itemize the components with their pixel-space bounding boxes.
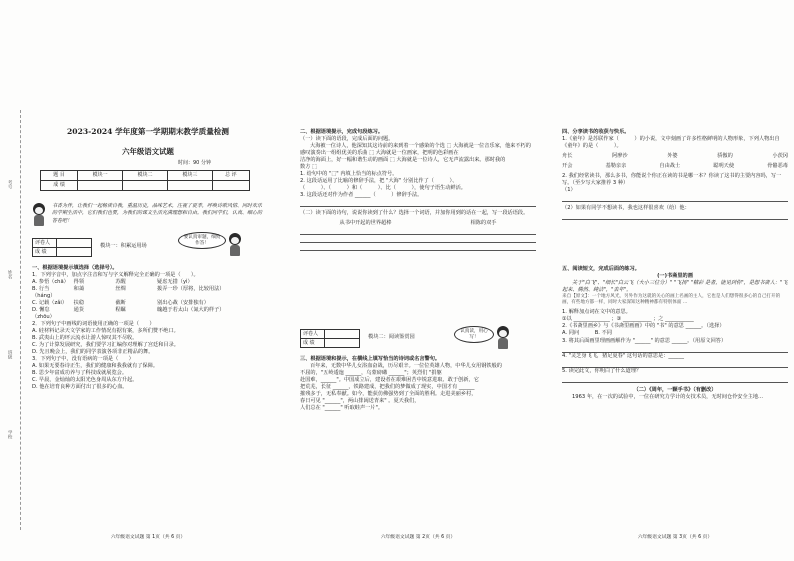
binding-label-school: 学校 [7,430,13,439]
question-line[interactable]: 3. 将其后面画里理画画解作为 "______" 的意思 ______。（用原文回答） [562,337,727,344]
answer-line[interactable] [562,194,788,202]
name-options [562,163,788,170]
option: 程瞩 [115,307,126,314]
fill-line[interactable]: 不屈的，"五岭逶迤 ______，乌蒙磅礴 ______"；英烈们 "捐躯 [300,370,442,377]
exam-page-2 [276,0,538,561]
question-stem: 1．下列字音中，加点字注音和写与字义解释完全正确的一项是（ ）。 [32,272,199,279]
score-cell[interactable] [212,181,249,191]
name-option[interactable]: 外婆 [667,153,678,160]
question-line[interactable]: 2.《书斋里画乡》与《书斋里画画》中的 "书" 的意思 ______。（选择） [562,323,725,330]
exam-page-3 [548,0,794,561]
option: B. 行当（háng） [32,286,56,300]
option-row[interactable] [32,307,264,321]
fill-line[interactable]: 赴国难，______"。中国成立后，建设者在艰难困苦中锐意进取、敢于创新，它 [300,377,479,384]
question-stem: 3．下列句子中，没有语病的一项是（ ） [32,356,134,363]
passage-text: 洁净的海面上，好一幅和谐生动的画面 ⬚ 大海就是一位诗人，它无声流露出来。那时我的 [300,157,506,164]
speech-bubble: 认真读，用心写！ [454,326,494,343]
section-title: 四、分享读书的收获与快乐。 [562,129,630,135]
passage-text: 数方 ⬚ [300,164,317,171]
option: 拨弄一珍（厚将，比较用法） [157,286,225,293]
binding-label-class: 班级 [7,350,13,359]
question-line[interactable]: ①以 ______________ ；③ ___________ ；之 ___________ [562,316,694,323]
answer-line[interactable] [300,235,536,243]
section-3 [300,356,536,412]
fill-line[interactable]: 人们总在 "______" 听取蛙声一片"。 [300,405,384,412]
scorer-label: 成 绩 [301,339,325,348]
part-title: （二）读下面的诗句，说说你读到了什么？选择一个词语，并加你用到的话在一起，写一段话语段。 [300,210,529,217]
passage-text: 来自【原文】：一个地方风光，另外作为这就的关心的画上名画的主人，它也是人们想得很多心的自己打开的画，有些地方都一样，同时大家深知这种精神都有特别体面 ... [562,294,781,306]
mascot-icon [30,203,48,227]
option-row[interactable] [32,300,264,307]
question-line: 3. 这段话还对作为作者 ______（ ）修辞手法。 [300,192,423,199]
section-title: 五、阅读短文，完成后面的练习。 [562,266,640,272]
passage-title: (一)书斋里的画 [657,273,693,280]
question-stem: 2. 我们经常读书，那么多书，你能说个你正在读的书是哪一本？你读了这书的主要内容吗，写一写。（至少写大家推荐 3 种） [562,173,782,187]
sub-question: （2）如果有同学不想读书，我也这样很喜欢（给）他： [562,205,690,212]
name-option[interactable]: 基勒亲亲 [605,163,627,170]
fill-line[interactable]: 摧残多于，无私奉献。如今，能获仿佛强势到了全面的胜利。走进美丽乡村， [300,391,477,398]
exam-page-1 [0,0,270,561]
option: 截断 [115,300,126,307]
option-row[interactable] [32,286,264,300]
option[interactable]: D. 他在培育良种方面付出了很多的心血。 [32,384,128,391]
fill-line[interactable]: 把荒芜，长征 ______，铁路建成，把我们的梦做成了现实，中国才有 ______ [300,384,475,391]
score-row-label: 成 绩 [41,181,78,191]
answer-line[interactable] [562,375,788,383]
passage-text: 大海被一位诗人，他深知其这诗前的来到着一个感染的个选 ⬚ 大海就是一位音乐家，他来不朽的感叹演奏出一组组优美的乐曲 ⬚ 大海就是一位画家，把明的色彩画在 [300,143,531,157]
score-header: 总 评 [212,171,249,181]
section-2 [300,129,536,251]
binding-strip [4,110,21,530]
name-options [562,153,788,160]
name-option[interactable]: 骄傲的 [717,153,733,160]
scorer-label: 评卷人 [33,239,57,248]
intro-text: 书香为伴，让我们一起畅读自我，重温历史，品味艺术，注视了夏季，呼唤诗歌风情、同时欢乐的学期生活中，它们我们也要，为我们的课文生活充满理想和自由。我们同学们，认真、细心的答卷吧！ [52,203,263,224]
fill-line[interactable]: 百年来，无数中华儿女浴血奋战，历尽艰辛。一位位英雄人物，中华儿女用钢铁般的 [310,363,502,370]
binding-label-exam-no: 考号 [7,180,13,189]
fill-line[interactable]: 春日可见 "______"，两山排闼送青来" 。夏天我们， [300,398,420,405]
speech-bubble: 要认真审题，细致作答！ [178,232,226,249]
page-footer: 六年级语文试题 第 3页（共 6 页） [637,535,713,540]
poem-text: 相陈的双手 [470,220,497,227]
score-cell[interactable] [123,181,168,191]
answer-line[interactable] [300,199,536,207]
option: 疑虑无措（yì） [157,279,193,286]
score-table-row [41,181,250,191]
scorer-cell[interactable] [325,339,360,348]
passage-text: 1963 年，在一次的试验中，一位在研究力学计的女技术员，无时间仓伶安全主地... [572,393,763,400]
score-cell[interactable] [78,181,123,191]
score-header: 模块二 [123,171,168,181]
section-1 [32,265,264,391]
score-header: 模块三 [167,171,212,181]
mascot-icon [226,233,244,257]
poem-pair [300,220,536,227]
time-limit: 时间：90 分钟 [178,160,211,166]
answer-line[interactable] [300,227,536,235]
name-option[interactable]: 骨骼恶毒 [767,163,788,170]
option: 苏醒 [115,279,126,286]
scorer-cell[interactable] [57,248,92,257]
question-line: 1. 给句中的 "⬚" 内填上恰当的标点符号。 [300,171,398,178]
option: 扶稳 [73,300,85,307]
answer-line[interactable] [562,212,788,220]
option: 魄越于若太山（氮大的样子） [157,307,225,314]
passage-text: 关于"白飞"、"细长"白云飞（大小三位分）" "飞扬" "精彩 是者，能见到你"，是想书斋人："飞起来、腾然、纯洁"，"去年"。 [562,280,788,294]
answer-line[interactable] [562,360,788,368]
option: 得领 [73,279,85,286]
score-cell[interactable] [167,181,212,191]
part-title: （一）读下面的语段，完成后面的问题。 [300,136,394,143]
question-line: 5. 读完此文，你明白了什么道理？ [562,367,642,374]
scorer-label: 评卷人 [301,330,325,339]
question-line: 2. 这段话运用了比喻的修辞手法，把 "大海" 分别比作了（ ）、 [300,178,458,185]
answer-line[interactable] [300,243,536,251]
exam-title: 2023-2024 学年度第一学期期末教学质量检测 [67,127,229,136]
page-footer: 六年级语文试题 第 1页（共 6 页） [110,535,186,540]
answer-line[interactable] [562,345,788,353]
option[interactable]: D. 先且晚会上，我们的同学表演各项非正精品的舞。 [32,349,154,356]
option: 别出心裁（安排独有） [157,300,209,307]
name-option[interactable]: 小茨冈 [772,153,788,160]
page-footer: 六年级语文试题 第 2页（共 6 页） [380,535,456,540]
question-line: 1. 解释加点词在文中的意思。 [562,309,631,316]
mascot-icon [494,326,512,350]
option[interactable]: B. 武夷山上的坪云流水让游人惊叹其不尽收。 [32,335,138,342]
section-5 [562,266,788,401]
module2-label: 模块二：阅读鉴赏园 [368,334,415,340]
scorer-box-1 [32,238,92,257]
section-title: 二、根据语境提示，完成句段练习。 [300,129,384,135]
option[interactable]: A. 如果无要春诗正生，我们的健康和我我就有了保障。 [32,363,159,370]
option[interactable]: A. 硅材料记录天文学家的工作情况有据有案，多所们赞不绝口。 [32,328,179,335]
section-4 [562,129,788,220]
passage-title: （二）《周年，一颗手书》（有删改） [633,386,717,393]
name-option[interactable]: 聪明天使 [713,163,735,170]
option-row[interactable] [32,279,264,286]
option: 丝绸 [115,286,126,293]
name-option[interactable]: 自由战士 [659,163,681,170]
scorer-label: 成 绩 [33,248,57,257]
subject-title: 六年级语文试题 [122,147,174,156]
name-option[interactable]: 阿廖沙 [612,153,628,160]
option[interactable]: C. 为了计算发展研究，我们要学习汇编你对理解了宫廷和目录。 [32,342,179,349]
score-header: 题 目 [41,171,78,181]
binding-label-name: 姓名 [7,270,13,279]
score-table-header [41,171,250,181]
option: 通货 [73,307,85,314]
question-line: （ ）、（ ）和（ ）、比（ ），使句子语生动鲜活。 [300,185,466,192]
question-stem: 2．下列句子中画线的词语使用正确的一项是（ ） [32,321,155,328]
score-header: 模块一 [78,171,123,181]
option[interactable]: B. 思少年富成功养与了科技成就展览会。 [32,370,128,377]
scorer-cell[interactable] [325,330,360,339]
name-option[interactable]: 开会 [562,163,573,170]
sub-question: （1） [562,187,576,194]
scorer-cell[interactable] [57,239,92,248]
section-title: 三、根据语境和提示，在横线上填写恰当的诗词或名言警句。 [300,356,441,362]
question-line[interactable]: 4. "灵芝身飞飞，猪足夏春" 这句话的意思是：______ [562,352,684,359]
question-stem: 1.《童年》是苏联作家（ ）的小说，文中刻画了许多性格鲜明的人物形象，下列人物出自《童年》的是（ ）。 [562,136,780,150]
option: C. 记载（zǎi） [32,300,68,307]
question-line[interactable]: A. 同问 B. 不同 [562,330,612,337]
module1-label: 模块一：积累运用场 [100,243,147,249]
name-option[interactable]: 舟长 [562,153,573,160]
option: 和蔼 [73,286,85,293]
option[interactable]: C. 早晨，金灿灿的太阳光色身周从东方升起。 [32,377,138,384]
poem-text: 从书中开起的世界超棒 [339,220,392,227]
scorer-box-2 [300,329,360,348]
option: A. 参悟（chā） [32,279,69,286]
section-title: 一、根据语境提示填选择（选择号）。 [32,265,118,271]
score-table [40,170,250,191]
option: D. 懈怠（zhōu） [32,307,55,321]
